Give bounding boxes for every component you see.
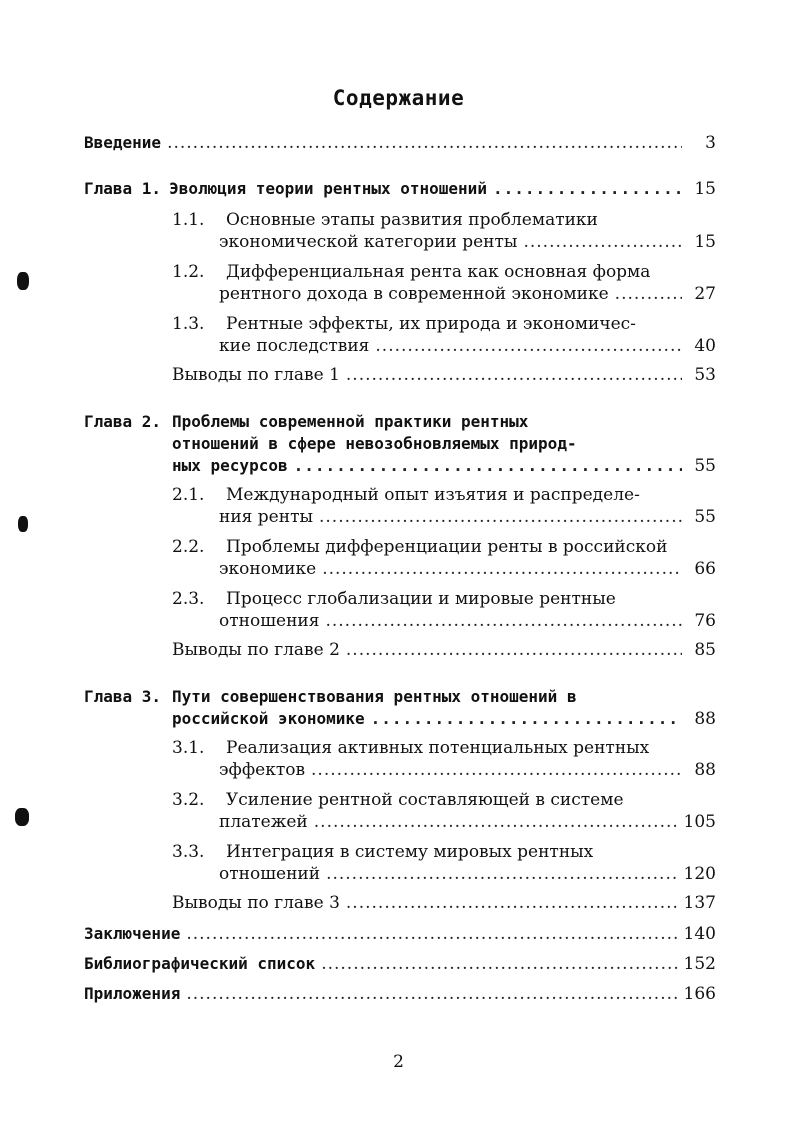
section-number: 3.1. (172, 738, 205, 758)
chapter-title-line1: Пути совершенствования рентных отношений в (172, 687, 577, 706)
section-title-line2: отношения (219, 611, 320, 631)
chapter-title-line3: ных ресурсов (172, 456, 288, 475)
summary-label: Выводы по главе 2 (172, 640, 340, 660)
toc-section-2-1 (172, 484, 716, 528)
toc-page: 66 (694, 559, 716, 579)
scan-speck (15, 808, 29, 826)
toc-page: 166 (683, 984, 716, 1004)
toc-page: 40 (694, 336, 716, 356)
toc-page: 76 (694, 611, 716, 631)
chapter-title-line1: Проблемы современной практики рентных (172, 412, 529, 431)
toc-section-1-3 (172, 313, 716, 357)
scan-speck (18, 516, 28, 532)
toc-page: 88 (694, 709, 716, 729)
toc-section-2-2 (172, 536, 716, 580)
toc-summary-3 (172, 892, 716, 914)
toc-summary-1 (172, 364, 716, 386)
chapter-title-line2: отношений в сфере невозобновляемых природ- (172, 434, 577, 453)
toc-chapter-2 (84, 411, 716, 477)
scan-speck (17, 272, 29, 290)
toc-page: 3 (705, 133, 716, 153)
section-title-line2: платежей (219, 812, 308, 832)
section-title-line1: Основные этапы развития проблематики (226, 210, 598, 230)
summary-label: Выводы по главе 1 (172, 365, 340, 385)
section-number: 3.3. (172, 842, 205, 862)
toc-section-2-3 (172, 588, 716, 632)
toc-page: 152 (683, 954, 716, 974)
section-number: 3.2. (172, 790, 205, 810)
toc-page: 15 (694, 232, 716, 252)
toc-page: 140 (683, 924, 716, 944)
toc-page: 105 (683, 812, 716, 832)
page-title: Содержание (332, 86, 465, 110)
section-title-line1: Дифференциальная рента как основная форма (226, 262, 651, 282)
section-number: 2.1. (172, 485, 205, 505)
section-title-line1: Реализация активных потенциальных рентных (226, 738, 650, 758)
chapter-number: Глава 2. (84, 412, 162, 431)
toc-page: 53 (694, 365, 716, 385)
section-title-line1: Интеграция в систему мировых рентных (226, 842, 594, 862)
section-title-line2: экономической категории ренты (219, 232, 518, 252)
toc-page: 15 (694, 179, 716, 199)
chapter-title: Эволюция теории рентных отношений (169, 179, 487, 198)
toc-page: 88 (694, 760, 716, 780)
section-title-line2: экономике (219, 559, 317, 579)
section-number: 2.2. (172, 537, 205, 557)
toc-section-3-2 (172, 789, 716, 833)
section-number: 2.3. (172, 589, 205, 609)
chapter-number: Глава 1. (84, 179, 162, 198)
toc-summary-2 (172, 639, 716, 661)
section-title-line2: отношений (219, 864, 321, 884)
chapter-title-line2: российской экономике (172, 709, 365, 728)
toc-page: 85 (694, 640, 716, 660)
page-number: 2 (393, 1052, 404, 1072)
section-number: 1.2. (172, 262, 205, 282)
toc-label: Заключение (84, 924, 181, 943)
chapter-number: Глава 3. (84, 687, 162, 706)
toc-page: 55 (694, 456, 716, 476)
section-title-line2: кие последствия (219, 336, 370, 356)
toc-entry-conclusion (84, 923, 716, 945)
toc-page: 55 (694, 507, 716, 527)
section-number: 1.1. (172, 210, 205, 230)
summary-label: Выводы по главе 3 (172, 893, 340, 913)
toc-entry-bibliography (84, 953, 716, 975)
toc-chapter-3 (84, 686, 716, 730)
toc-label: Библиографический список (84, 954, 316, 973)
toc-page: 137 (683, 893, 716, 913)
toc-label: Приложения (84, 984, 181, 1003)
section-title-line1: Усиление рентной составляющей в системе (226, 790, 624, 810)
section-number: 1.3. (172, 314, 205, 334)
toc-section-1-1 (172, 209, 716, 253)
toc-chapter-1 (84, 178, 716, 200)
section-title-line2: рентного дохода в современной экономике (219, 284, 609, 304)
section-title-line1: Международный опыт изъятия и распределе- (226, 485, 640, 505)
section-title-line2: эффектов (219, 760, 306, 780)
toc-section-3-3 (172, 841, 716, 885)
toc-section-1-2 (172, 261, 716, 305)
toc-page: 27 (694, 284, 716, 304)
toc-page: 120 (683, 864, 716, 884)
section-title-line2: ния ренты (219, 507, 313, 527)
section-title-line1: Проблемы дифференциации ренты в российской (226, 537, 668, 557)
toc-section-3-1 (172, 737, 716, 781)
section-title-line1: Рентные эффекты, их природа и экономичес- (226, 314, 636, 334)
toc-entry-intro (84, 132, 716, 154)
toc-entry-appendix (84, 983, 716, 1005)
toc-label: Введение (84, 133, 162, 152)
section-title-line1: Процесс глобализации и мировые рентные (226, 589, 616, 609)
